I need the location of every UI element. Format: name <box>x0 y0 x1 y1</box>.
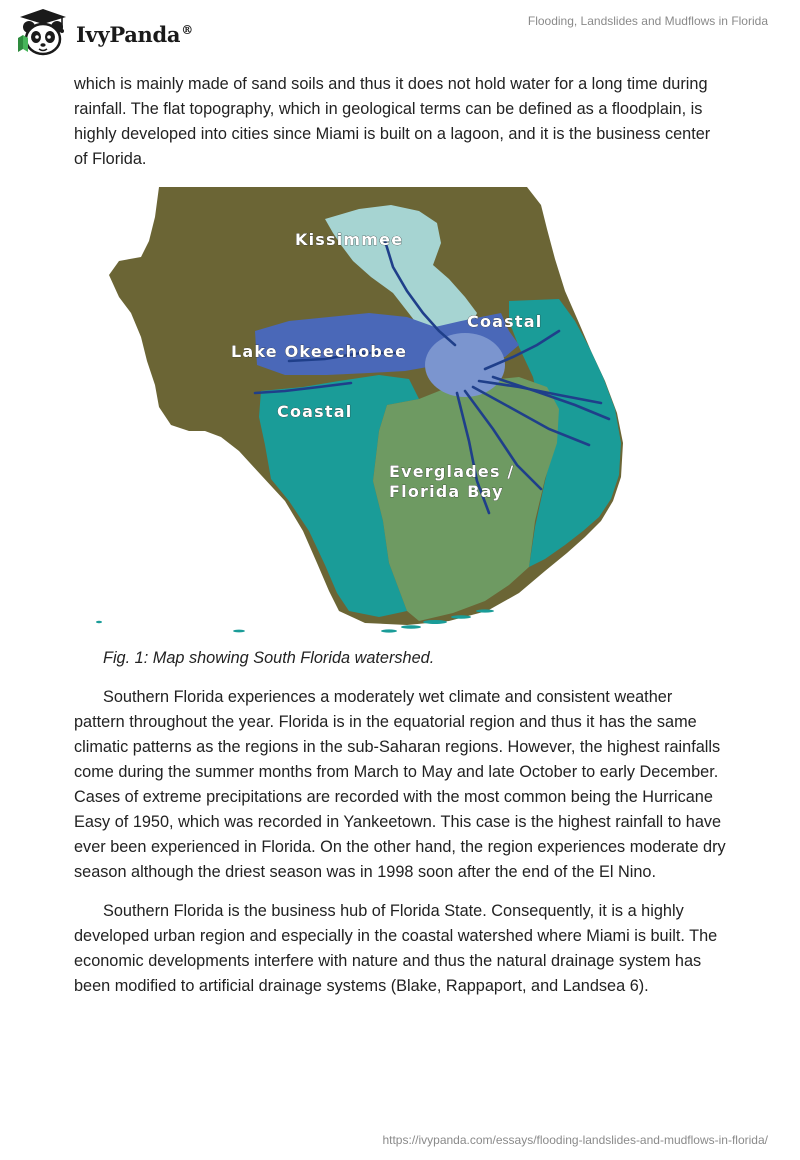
running-title: Flooding, Landslides and Mudflows in Florida <box>527 14 768 28</box>
registered-mark: ® <box>181 23 193 37</box>
label-coastal-west: Coastal <box>277 402 353 421</box>
page-header <box>0 0 800 70</box>
label-lake-okeechobee: Lake Okeechobee <box>231 342 408 361</box>
label-everglades-line2: Florida Bay <box>389 482 504 501</box>
paragraph-climate: Southern Florida experiences a moderately wet climate and consistent weather pattern throughout the year. Florida is in the equatorial region and thus it has the same climatic patterns as the regions in the sub-Saharan regions. However, the highest rainfalls come during the summer months from March to May and late October to early December. Cases of extreme precipitations are recorded with the most common being the Hurricane Easy of 1950, which was recorded in Yankeetown. This case is the highest rainfall to have ever been experienced in Florida. On the other hand, the region experiences moderate dry season although the driest season was in 1998 soon after the end of the El Nino. <box>74 688 726 881</box>
paragraph-continuation: which is mainly made of sand soils and thus it does not hold water for a long time during rainfall. The flat topography, which in geological terms can be defined as a floodplain, is highly developed into cities since Miami is built on a lagoon, and it is the business center of Florida. <box>74 75 711 168</box>
logo-wordmark: IvyPanda® <box>76 22 193 47</box>
source-url[interactable]: https://ivypanda.com/essays/flooding-landslides-and-mudflows-in-florida/ <box>382 1133 768 1147</box>
panda-logo-icon <box>14 8 76 60</box>
label-kissimmee: Kissimmee <box>295 230 404 249</box>
label-coastal-east: Coastal <box>467 312 543 331</box>
paragraph-business-hub: Southern Florida is the business hub of Florida State. Consequently, it is a highly developed urban region and especially in the coastal watershed where Miami is built. The economic developments interfere with nature and thus the natural drainage system has been modified to artificial drainage systems (Blake, Rappaport, and Landsea 6). <box>74 902 718 995</box>
figure-caption: Fig. 1: Map showing South Florida watershed. <box>103 649 435 667</box>
label-everglades-line1: Everglades / <box>389 462 515 481</box>
south-florida-watershed-map <box>89 181 634 636</box>
ivypanda-logo[interactable] <box>14 8 193 60</box>
figure-watershed-map <box>74 181 726 641</box>
article-body <box>74 72 726 999</box>
